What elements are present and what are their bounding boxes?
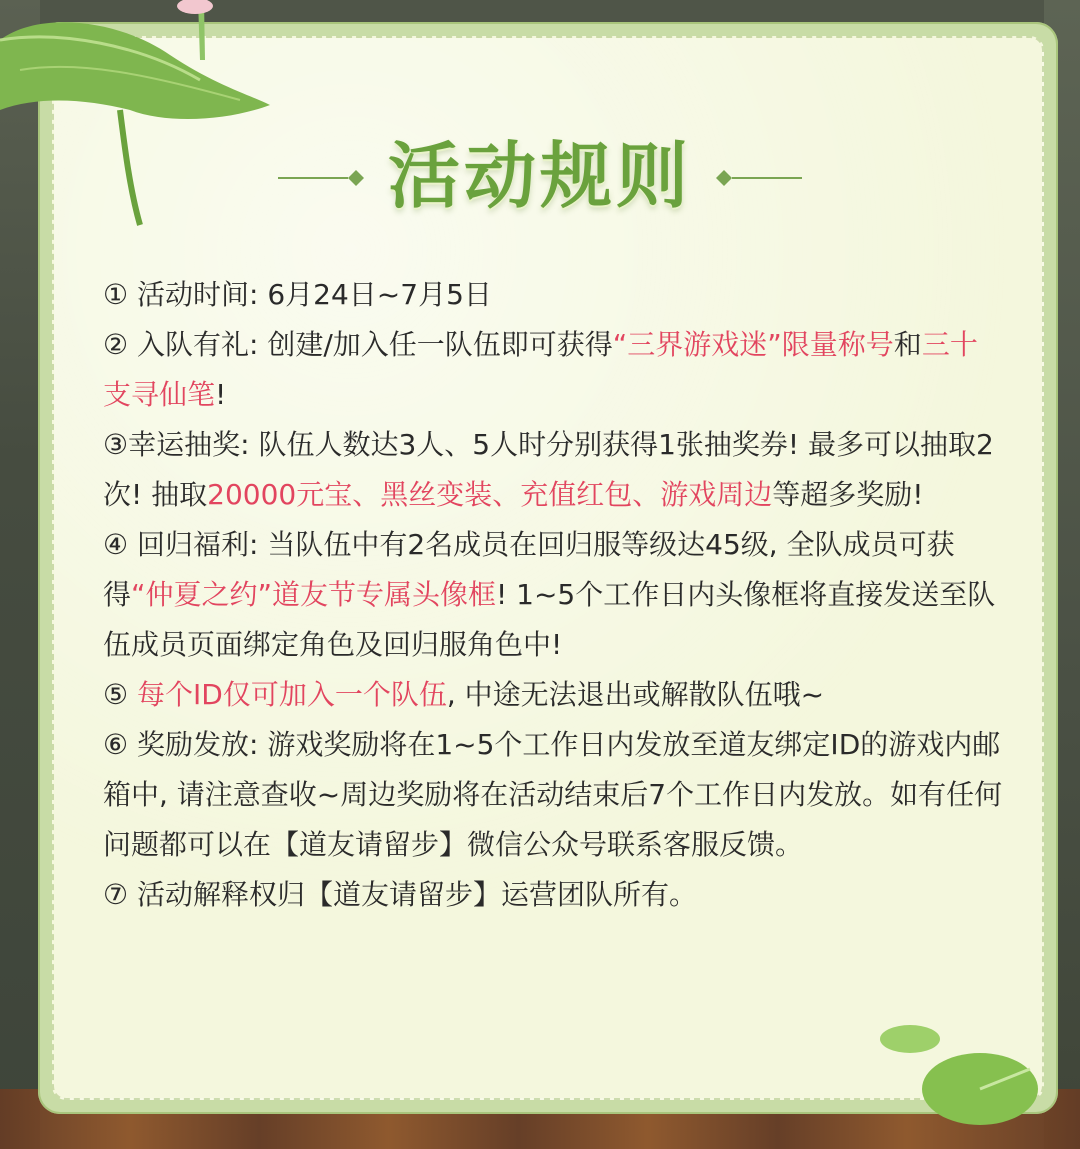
lily-pad-icon [870,1009,1040,1129]
rule-item-5 [103,670,1003,720]
rule-text: 回归福利: 当队伍中有2名成员在回归服等级达45级, 全队成员可获得 [103,528,955,611]
rule-number: ① [103,278,129,311]
rule-text: 活动时间: 6月24日~7月5日 [128,278,492,311]
page-title: 活动规则 [387,133,692,218]
title-ornament-right-icon [712,168,802,188]
rule-number: ③ [103,428,129,461]
rule-item-2 [103,320,1003,420]
rule-number: ⑦ [103,878,129,911]
rule-text: 入队有礼: 创建/加入任一队伍即可获得 [128,328,613,361]
rule-highlight: “三界游戏迷”限量称号 [612,328,894,361]
rule-number: ⑤ [103,678,129,711]
rule-text: ! [215,378,227,411]
rule-text: 幸运抽奖: 队伍人数达3人、5人时分别获得1张抽奖券! 最多可以抽取2次! 抽取 [103,428,994,511]
rule-number: ② [103,328,129,361]
rule-text: 活动解释权归【道友请留步】运营团队所有。 [128,878,698,911]
rule-highlight: 三十支寻仙笔 [103,328,978,411]
rule-text: 奖励发放: 游戏奖励将在1~5个工作日内发放至道友绑定ID的游戏内邮箱中, 请注意查收~周边奖励将在活动结束后7个工作日内发放。如有任何问题都可以在【道友请留步】微信公众号联系客服反馈。 [103,728,1003,861]
rule-text: 等超多奖励! [772,478,924,511]
rule-item-4 [103,520,1003,670]
rule-highlight: “仲夏之约”道友节专属头像框 [131,578,497,611]
rule-number: ④ [103,528,129,561]
rule-item-1 [103,270,1003,320]
rule-number: ⑥ [103,728,129,761]
rule-item-3 [103,420,1003,520]
title-row [0,118,1080,218]
rule-highlight: 20000元宝、黑丝变装、充值红包、游戏周边 [207,478,773,511]
rule-text: ! 1~5个工作日内头像框将直接发送至队伍成员页面绑定角色及回归服角色中! [103,578,996,661]
rule-text: 和 [893,328,922,361]
rule-item-6 [103,720,1003,870]
rule-text: , 中途无法退出或解散队伍哦~ [446,678,825,711]
rules-list [103,270,1003,920]
rule-highlight: 每个ID仅可加入一个队伍 [128,678,447,711]
rule-item-7 [103,870,1003,920]
